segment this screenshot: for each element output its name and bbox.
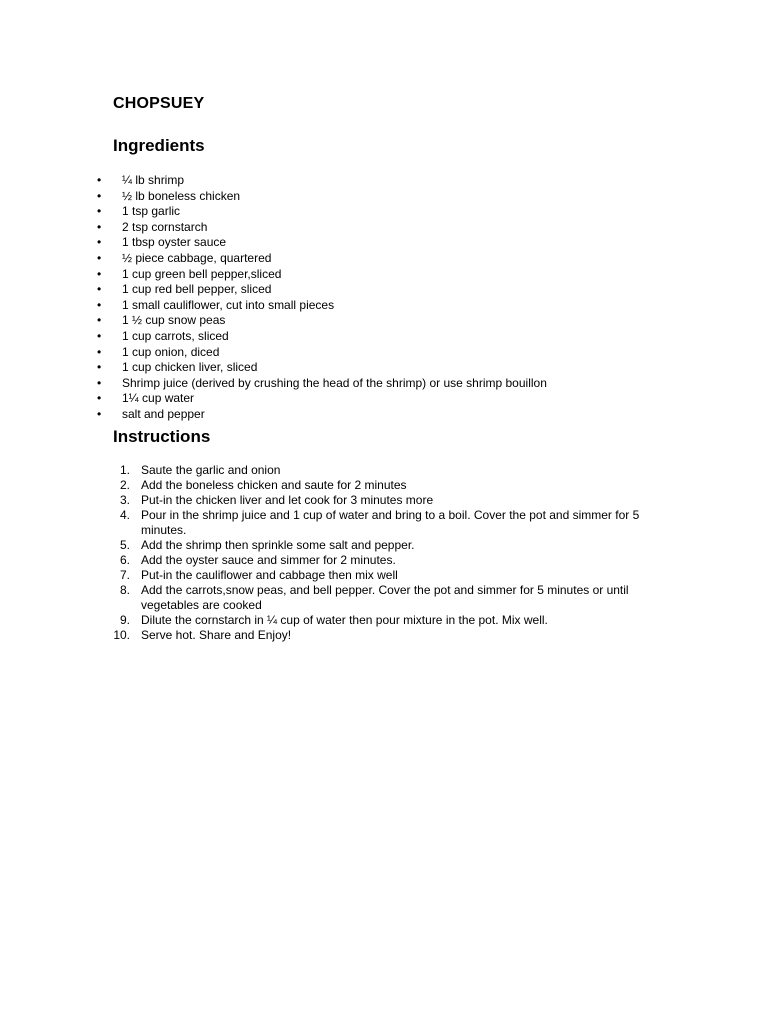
step-text: Add the shrimp then sprinkle some salt and pepper. [141, 538, 415, 552]
ingredients-heading: Ingredients [113, 136, 205, 155]
bullet-icon: • [97, 360, 102, 375]
recipe-title: CHOPSUEY [113, 95, 205, 112]
bullet-icon: • [97, 344, 102, 359]
ingredient-text: 1 tbsp oyster sauce [122, 235, 227, 250]
step-number: 6. [119, 553, 130, 567]
ingredient-text: Shrimp juice (derived by crushing the head of the shrimp) or use shrimp bouillon [122, 375, 547, 390]
bullet-icon: • [97, 188, 102, 203]
bullet-icon: • [97, 219, 102, 234]
step-number: 8. [119, 583, 130, 597]
instruction-step [0, 493, 768, 508]
bullet-icon: • [97, 391, 102, 406]
bullet-icon: • [97, 235, 102, 250]
bullet-icon: • [97, 375, 102, 390]
ingredient-text: ½ lb boneless chicken [122, 188, 241, 203]
bullet-icon: • [97, 250, 102, 265]
bullet-icon: • [97, 173, 102, 187]
step-text: Serve hot. Share and Enjoy! [141, 628, 292, 642]
step-number: 5. [119, 538, 130, 552]
step-number: 1. [119, 463, 130, 477]
ingredient-text: 1 cup onion, diced [122, 344, 220, 359]
instruction-step [0, 553, 768, 568]
step-text: Add the boneless chicken and saute for 2 minutes [141, 478, 407, 492]
ingredient-text: 1 ½ cup snow peas [122, 313, 226, 328]
ingredient-text: 2 tsp cornstarch [122, 219, 208, 234]
instruction-step [0, 463, 768, 478]
ingredient-text: 1 small cauliflower, cut into small pieces [122, 297, 335, 312]
step-text: Put-in the cauliflower and cabbage then mix well [141, 568, 398, 582]
instruction-step [0, 538, 768, 553]
step-text: Add the oyster sauce and simmer for 2 minutes. [141, 553, 396, 567]
ingredient-text: 1 tsp garlic [122, 204, 181, 219]
bullet-icon: • [97, 204, 102, 219]
ingredient-text: 1 cup chicken liver, sliced [122, 360, 258, 375]
bullet-icon: • [97, 328, 102, 343]
step-text: Add the carrots,snow peas, and bell pepper. Cover the pot and simmer for 5 minutes or until vegetables are cooked [141, 583, 629, 612]
instruction-step [0, 613, 768, 628]
ingredient-text: ¼ lb shrimp [122, 173, 185, 187]
ingredient-text: 1 cup green bell pepper,sliced [122, 266, 282, 281]
step-number: 9. [119, 613, 130, 627]
bullet-icon: • [97, 297, 102, 312]
step-text: Pour in the shrimp juice and 1 cup of water and bring to a boil. Cover the pot and simmer for 5 minutes. [141, 508, 640, 537]
ingredient-text: 1 cup carrots, sliced [122, 328, 229, 343]
step-number: 7. [119, 568, 130, 582]
step-text: Saute the garlic and onion [141, 463, 281, 477]
instruction-step [0, 568, 768, 583]
instructions-list [0, 463, 768, 643]
bullet-icon: • [97, 266, 102, 281]
instruction-step [0, 628, 768, 643]
step-number: 2. [119, 478, 130, 492]
ingredient-text: ½ piece cabbage, quartered [122, 250, 272, 265]
step-number: 3. [119, 493, 130, 507]
instructions-heading: Instructions [113, 427, 211, 446]
instruction-step [0, 583, 768, 613]
step-number: 4. [119, 508, 130, 522]
bullet-icon: • [97, 313, 102, 328]
bullet-icon: • [97, 282, 102, 297]
step-text: Put-in the chicken liver and let cook for 3 minutes more [141, 493, 434, 507]
ingredient-text: salt and pepper [122, 406, 205, 421]
ingredient-text: 1 cup red bell pepper, sliced [122, 282, 272, 297]
step-number: 10. [113, 628, 130, 642]
ingredient-text: 1¼ cup water [122, 391, 195, 406]
bullet-icon: • [97, 406, 102, 421]
step-text: Dilute the cornstarch in ¼ cup of water then pour mixture in the pot. Mix well. [141, 613, 548, 627]
instruction-step [0, 508, 768, 538]
instruction-step [0, 478, 768, 493]
